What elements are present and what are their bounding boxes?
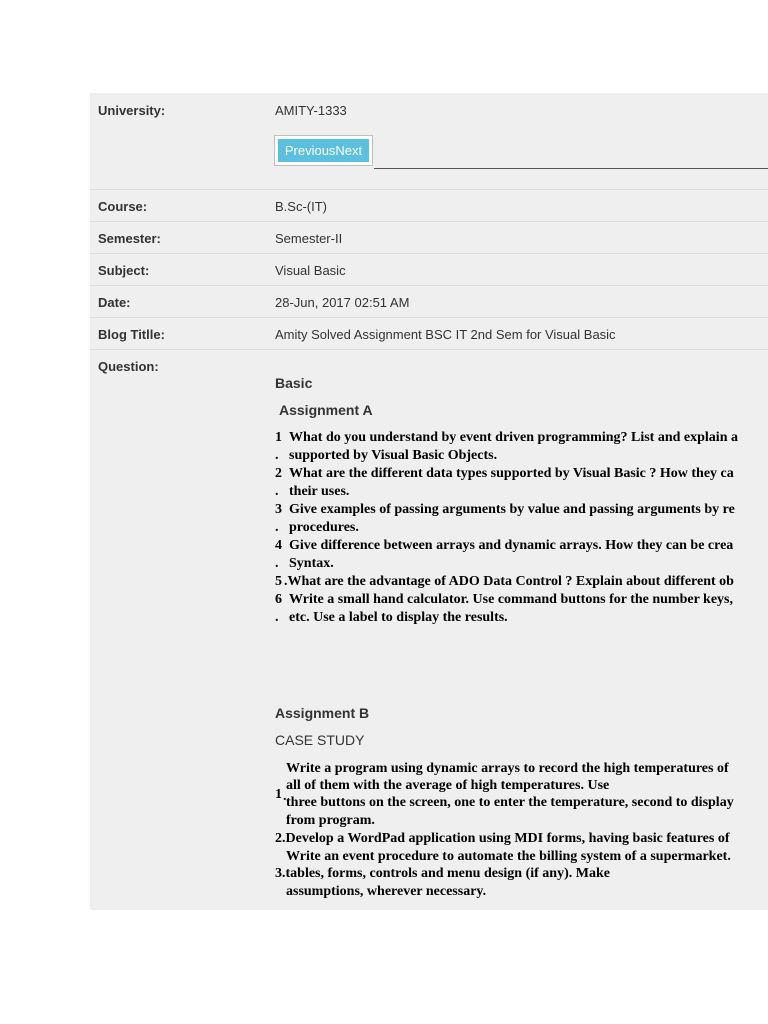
question-text: Give difference between arrays and dynamic arrays. How they can be crea: [289, 538, 734, 553]
question-number: 4: [275, 538, 282, 553]
date-value: 28-Jun, 2017 02:51 AM: [275, 295, 410, 310]
divider: [374, 168, 768, 169]
semester-value: Semester-II: [275, 231, 343, 246]
question-number: .: [275, 520, 279, 535]
question-text: Syntax.: [289, 556, 334, 571]
question-text: supported by Visual Basic Objects.: [289, 448, 498, 463]
question-number: 5: [275, 574, 282, 589]
question-text: What do you understand by event driven programming? List and explain a: [289, 430, 738, 445]
question-number: .: [275, 484, 279, 499]
date-label: Date:: [98, 295, 131, 310]
subject-value: Visual Basic: [275, 263, 346, 278]
case-study-number-dot: .: [283, 789, 287, 804]
question-number: .: [275, 448, 279, 463]
course-value: B.Sc-(IT): [275, 199, 327, 214]
previous-next-button[interactable]: PreviousNext: [278, 139, 369, 162]
question-text: etc. Use a label to display the results.: [289, 610, 508, 625]
case-study-line: 2.Develop a WordPad application using MDI forms, having basic features of: [275, 831, 730, 846]
question-text: Write a small hand calculator. Use command buttons for the number keys,: [289, 592, 734, 607]
university-value: AMITY-1333: [275, 103, 347, 118]
semester-label: Semester:: [98, 231, 161, 246]
pager: [274, 135, 373, 166]
question-text: What are the different data types supported by Visual Basic ? How they ca: [289, 466, 734, 481]
date-row: [90, 285, 768, 318]
case-study-line: all of them with the average of high temperatures. Use: [286, 778, 610, 793]
heading-assignment-b: Assignment B: [275, 705, 370, 721]
question-text: .What are the advantage of ADO Data Control ? Explain about different ob: [284, 574, 734, 589]
subject-row: [90, 253, 768, 286]
case-study-heading: CASE STUDY: [275, 732, 365, 748]
subject-label: Subject:: [98, 263, 150, 278]
question-number: .: [275, 610, 279, 625]
course-label: Course:: [98, 199, 148, 214]
blog-title-row: [90, 317, 768, 350]
case-study-line: 3.tables, forms, controls and menu design (if any). Make: [275, 866, 610, 881]
case-study-line: from program.: [286, 813, 375, 828]
case-study-line: assumptions, wherever necessary.: [286, 884, 487, 899]
question-number: 6: [275, 592, 282, 607]
question-label: Question:: [98, 359, 159, 374]
question-text: procedures.: [289, 520, 359, 535]
heading-assignment-a: Assignment A: [279, 402, 373, 418]
case-study-number: 1: [275, 787, 282, 802]
question-number: 3: [275, 502, 282, 517]
case-study-line: three buttons on the screen, one to enter the temperature, second to display: [286, 795, 734, 810]
case-study-line: Write an event procedure to automate the billing system of a supermarket.: [286, 849, 731, 864]
question-number: 2: [275, 466, 282, 481]
semester-row: [90, 221, 768, 254]
case-study-line: Write a program using dynamic arrays to record the high temperatures of: [286, 761, 729, 776]
question-number: 1: [275, 430, 282, 445]
question-text: their uses.: [289, 484, 350, 499]
blog-title-value: Amity Solved Assignment BSC IT 2nd Sem for Visual Basic: [275, 327, 616, 342]
question-number: .: [275, 556, 279, 571]
blog-title-label: Blog Titlle:: [98, 327, 165, 342]
university-label: University:: [98, 103, 166, 118]
assignment-details-panel: [90, 93, 768, 910]
course-row: [90, 189, 768, 222]
question-text: Give examples of passing arguments by value and passing arguments by re: [289, 502, 735, 517]
heading-basic: Basic: [275, 375, 313, 391]
